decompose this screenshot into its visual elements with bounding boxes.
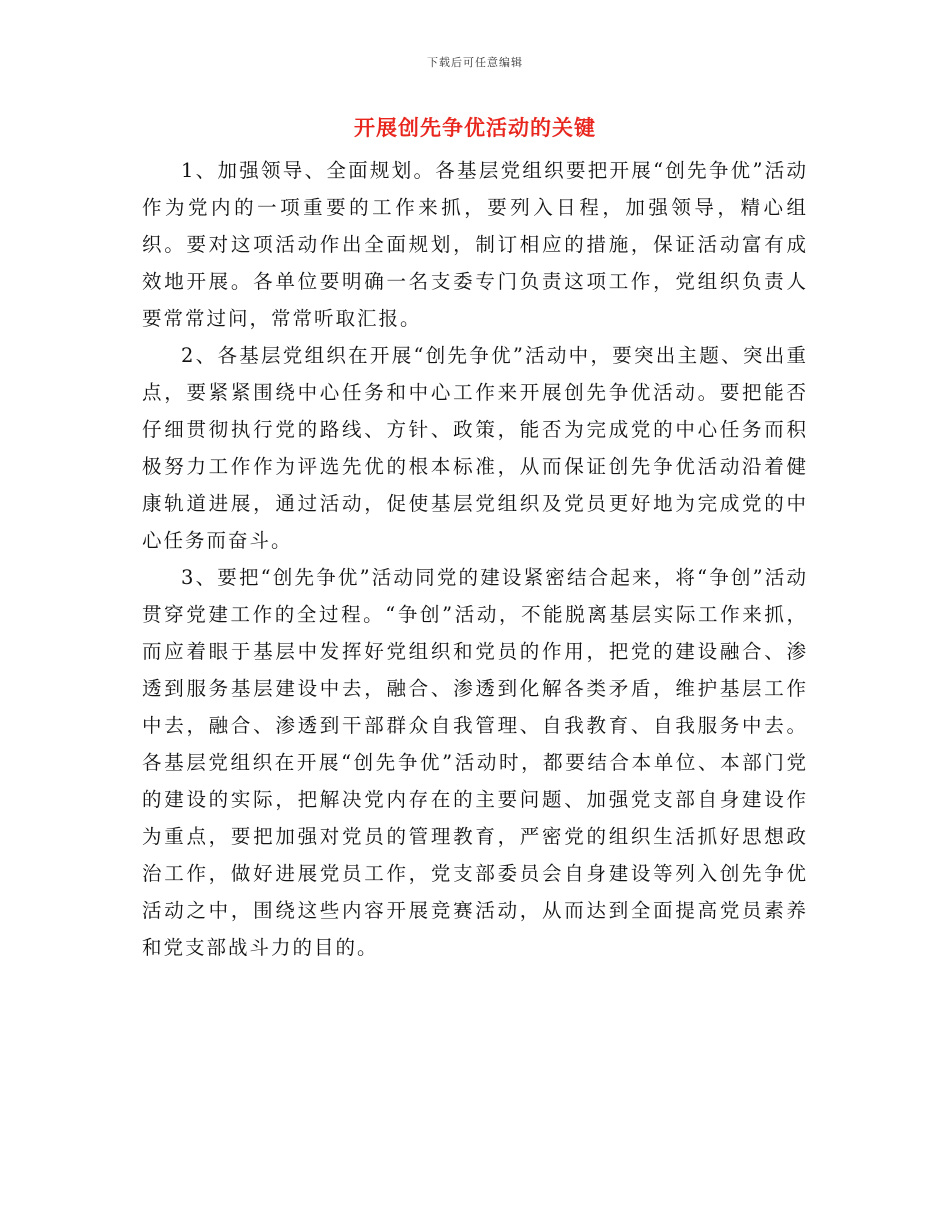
page-title: 开展创先争优活动的关键 <box>354 116 596 140</box>
header-note: 下载后可任意编辑 <box>427 56 523 69</box>
paragraph-2: 2、各基层党组织在开展“创先争优”活动中，要突出主题、突出重点，要紧紧围绕中心任务和中心工作来开展创先争优活动。要把能否仔细贯彻执行党的路线、方针、政策，能否为完成党的中心任务而积极努力工作作为评选先优的根本标准，从而保证创先争优活动沿着健康轨道进展，通过活动，促使基层党组织及党员更好地为完成党的中心任务而奋斗。 <box>142 344 808 552</box>
document-body <box>142 152 808 966</box>
paragraph-1: 1、加强领导、全面规划。各基层党组织要把开展“创先争优”活动作为党内的一项重要的工作来抓，要列入日程，加强领导，精心组织。要对这项活动作出全面规划，制订相应的措施，保证活动富有成效地开展。各单位要明确一名支委专门负责这项工作，党组织负责人要常常过问，常常听取汇报。 <box>142 159 808 330</box>
paragraph-3: 3、要把“创先争优”活动同党的建设紧密结合起来，将“争创”活动贯穿党建工作的全过程。“争创”活动，不能脱离基层实际工作来抓，而应着眼于基层中发挥好党组织和党员的作用，把党的建设融合、渗透到服务基层建设中去，融合、渗透到化解各类矛盾，维护基层工作中去，融合、渗透到干部群众自我管理、自我教育、自我服务中去。各基层党组织在开展“创先争优”活动时，都要结合本单位、本部门党的建设的实际，把解决党内存在的主要问题、加强党支部自身建设作为重点，要把加强对党员的管理教育，严密党的组织生活抓好思想政治工作，做好进展党员工作，党支部委员会自身建设等列入创先争优活动之中，围绕这些内容开展竞赛活动，从而达到全面提高党员素养和党支部战斗力的目的。 <box>142 566 808 959</box>
